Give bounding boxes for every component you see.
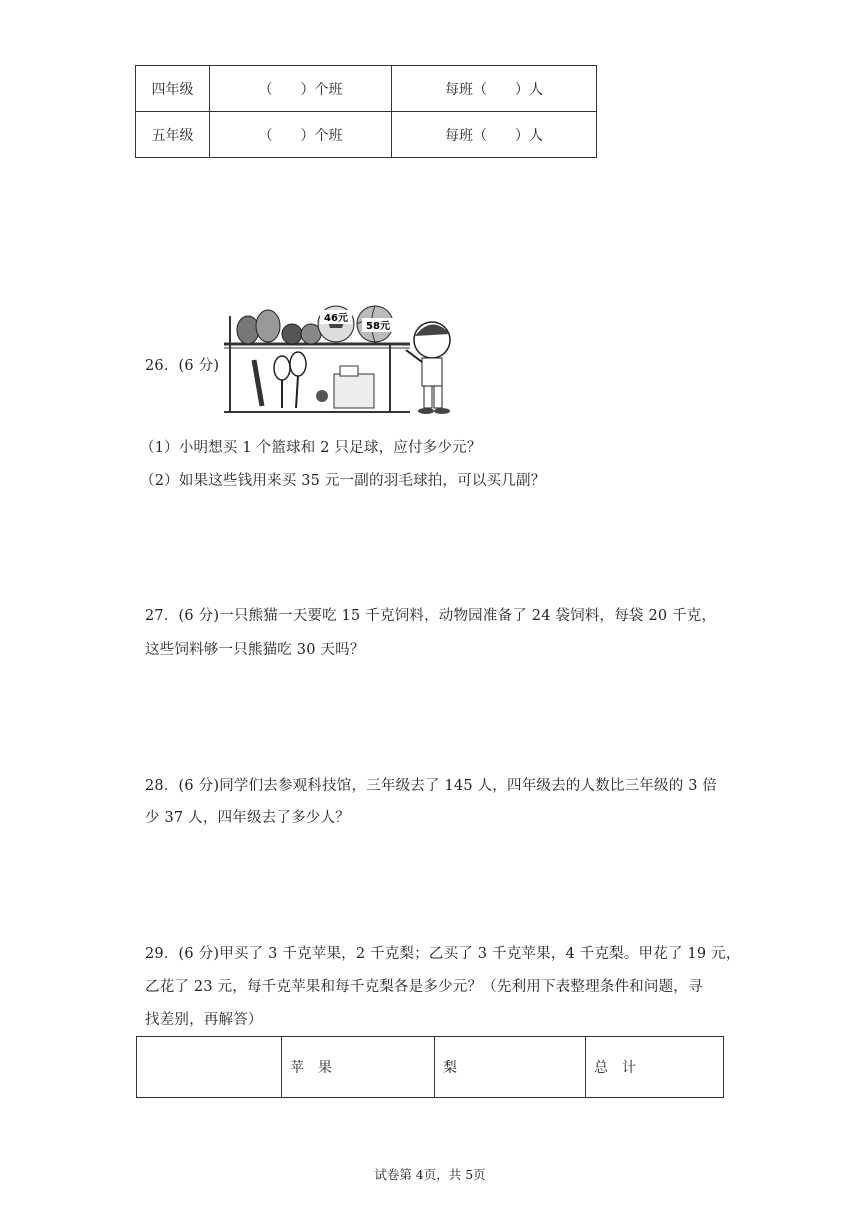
header-pear: 梨 bbox=[435, 1037, 586, 1098]
sports-shelf-illustration bbox=[210, 296, 470, 424]
question-29-line-2: 乙花了 23 元，每千克苹果和每千克梨各是多少元？（先利用下表整理条件和问题，寻 bbox=[145, 979, 703, 995]
price-basketball: 58元 bbox=[366, 321, 390, 332]
class-count-blank: （ ）个班 bbox=[210, 112, 392, 158]
table-row bbox=[136, 66, 597, 112]
header-apple: 苹 果 bbox=[282, 1037, 435, 1098]
question-26-part-2: （2）如果这些钱用来买 35 元一副的羽毛球拍，可以买几副？ bbox=[140, 473, 546, 489]
racket bbox=[290, 352, 306, 376]
ping-pong-paddle bbox=[316, 390, 328, 402]
question-28-line-1: 28．(6 分)同学们去参观科技馆，三年级去了 145 人，四年级去的人数比三年级的 3 倍 bbox=[145, 778, 718, 794]
question-29-line-3: 找差别，再解答） bbox=[145, 1012, 263, 1028]
question-26-part-1: （1）小明想买 1 个篮球和 2 只足球，应付多少元？ bbox=[140, 440, 482, 456]
per-class-blank: 每班（ ）人 bbox=[392, 112, 597, 158]
table-row bbox=[137, 1037, 724, 1098]
class-count-blank: （ ）个班 bbox=[210, 66, 392, 112]
question-26-header: 26．(6 分) bbox=[145, 358, 220, 374]
table-cell-blank bbox=[137, 1037, 282, 1098]
table-row bbox=[136, 112, 597, 158]
header-total: 总 计 bbox=[586, 1037, 724, 1098]
grade-cell: 五年级 bbox=[136, 112, 210, 158]
question-29-line-1: 29．(6 分)甲买了 3 千克苹果，2 千克梨；乙买了 3 千克苹果，4 千克梨。甲花了 19 元， bbox=[145, 946, 741, 962]
per-class-blank: 每班（ ）人 bbox=[392, 66, 597, 112]
price-football: 46元 bbox=[324, 313, 348, 324]
bat bbox=[254, 360, 262, 406]
grade-cell: 四年级 bbox=[136, 66, 210, 112]
grade-class-table bbox=[135, 65, 597, 158]
question-27-line-1: 27．(6 分)一只熊猫一天要吃 15 千克饲料，动物园准备了 24 袋饲料，每袋 20 千克， bbox=[145, 608, 717, 624]
question-27-line-2: 这些饲料够一只熊猫吃 30 天吗？ bbox=[145, 642, 365, 658]
question-28-line-2: 少 37 人，四年级去了多少人？ bbox=[145, 810, 350, 826]
racket bbox=[274, 356, 290, 380]
page-footer: 试卷第 4页，共 5页 bbox=[374, 1167, 486, 1182]
fruit-summary-table bbox=[136, 1036, 724, 1098]
stacked-balls bbox=[237, 316, 259, 344]
toy-box bbox=[334, 374, 374, 408]
